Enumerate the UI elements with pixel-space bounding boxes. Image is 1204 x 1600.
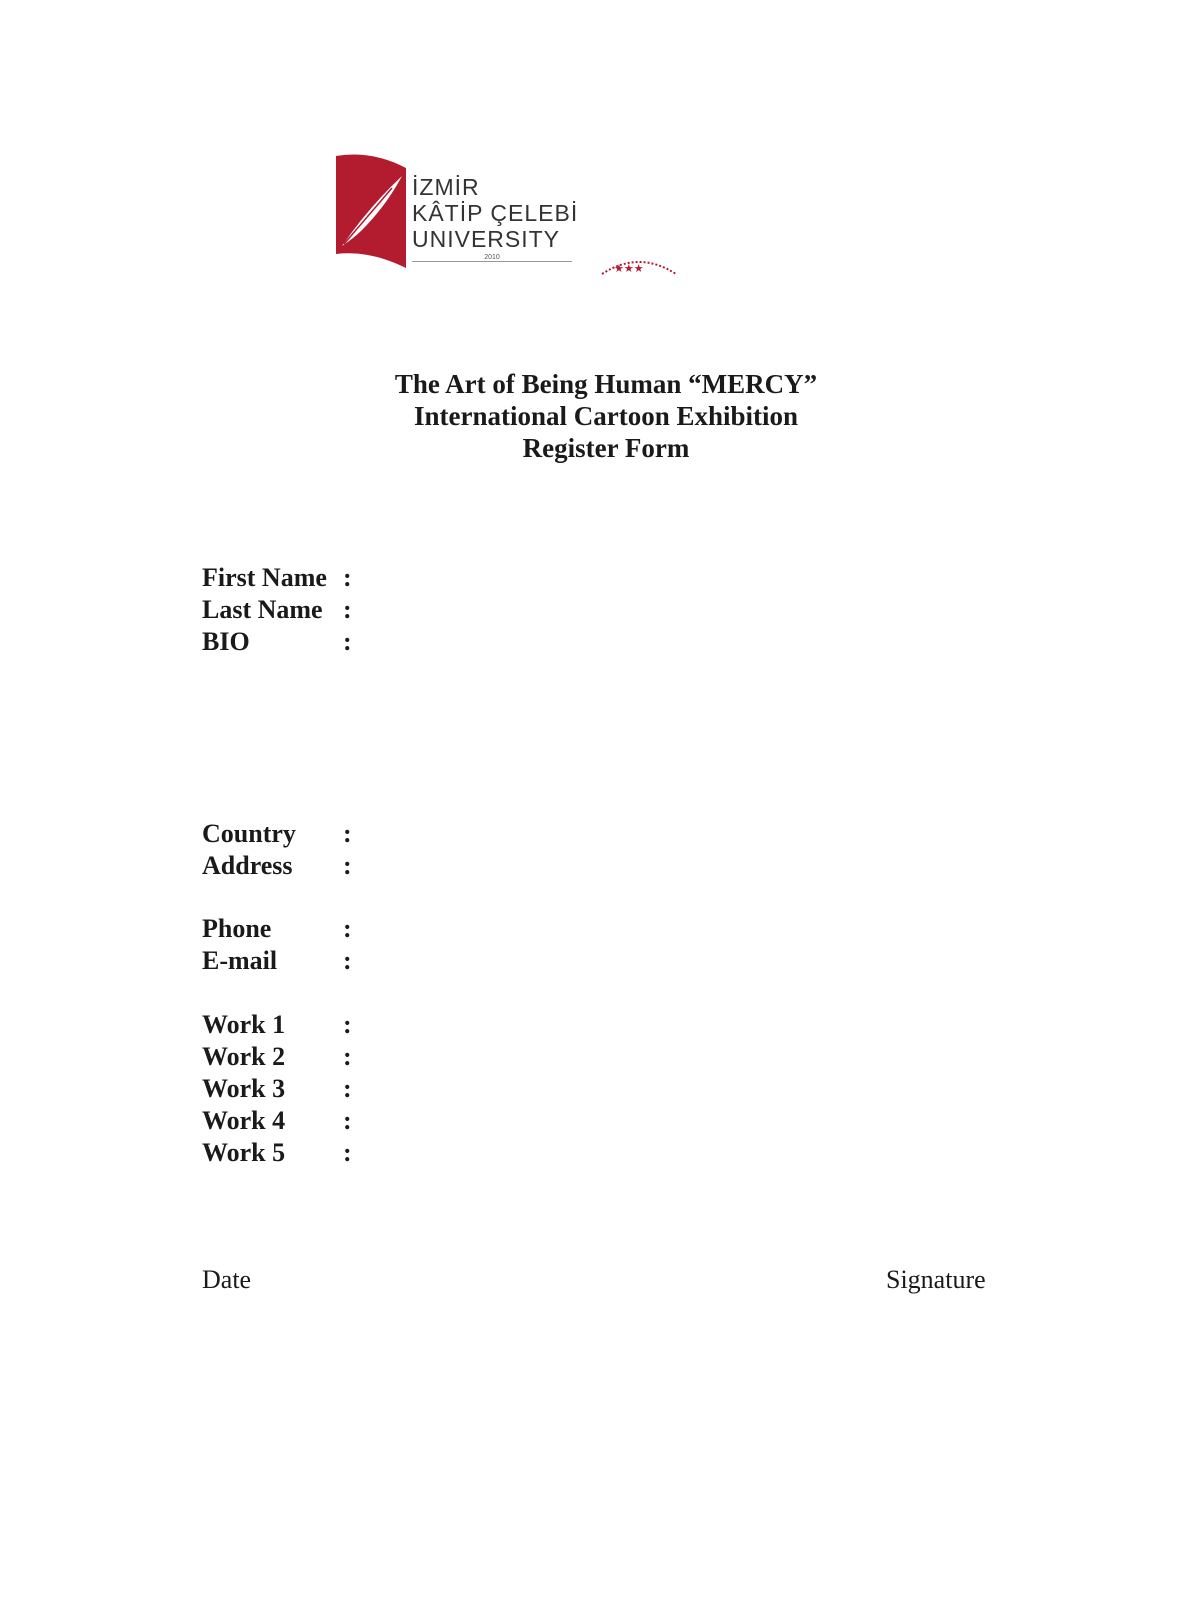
work-1-colon: : (343, 1010, 352, 1039)
country-label: Country (202, 819, 296, 848)
work-1-label: Work 1 (202, 1010, 286, 1039)
work-4-label: Work 4 (202, 1106, 286, 1135)
last-name-label: Last Name (202, 595, 323, 624)
logo-line-3: UNIVERSITY (412, 226, 561, 252)
work-2-colon: : (343, 1042, 352, 1071)
phone-colon: : (343, 914, 352, 943)
title-line-2: International Cartoon Exhibition (413, 401, 799, 431)
university-logo (334, 150, 684, 280)
bio-label: BIO (202, 627, 250, 656)
country-colon: : (343, 819, 352, 848)
phone-label: Phone (202, 914, 272, 943)
signature-label: Signature (886, 1265, 986, 1294)
logo-rule (412, 261, 572, 262)
logo-year: 2010 (484, 254, 500, 261)
title-line-3: Register Form (522, 433, 690, 463)
work-4-colon: : (343, 1106, 352, 1135)
work-5-colon: : (343, 1138, 352, 1167)
title-line-1: The Art of Being Human “MERCY” (394, 369, 818, 399)
first-name-label: First Name (202, 563, 327, 592)
svg-text:★★★: ★★★ (614, 262, 644, 275)
address-label: Address (202, 851, 293, 880)
bio-colon: : (343, 627, 352, 656)
last-name-colon: : (343, 595, 352, 624)
email-colon: : (343, 946, 352, 975)
logo-wordmark (412, 174, 578, 252)
work-5-label: Work 5 (202, 1138, 286, 1167)
form-title (0, 368, 1204, 464)
address-colon: : (343, 851, 352, 880)
logo-line-1: İZMİR (412, 174, 480, 200)
logo-line-2: KÂTİP ÇELEBİ (412, 200, 579, 226)
date-label: Date (202, 1265, 252, 1294)
work-3-label: Work 3 (202, 1074, 286, 1103)
work-3-colon: : (343, 1074, 352, 1103)
email-label: E-mail (202, 946, 278, 975)
work-2-label: Work 2 (202, 1042, 286, 1071)
first-name-colon: : (343, 563, 352, 592)
